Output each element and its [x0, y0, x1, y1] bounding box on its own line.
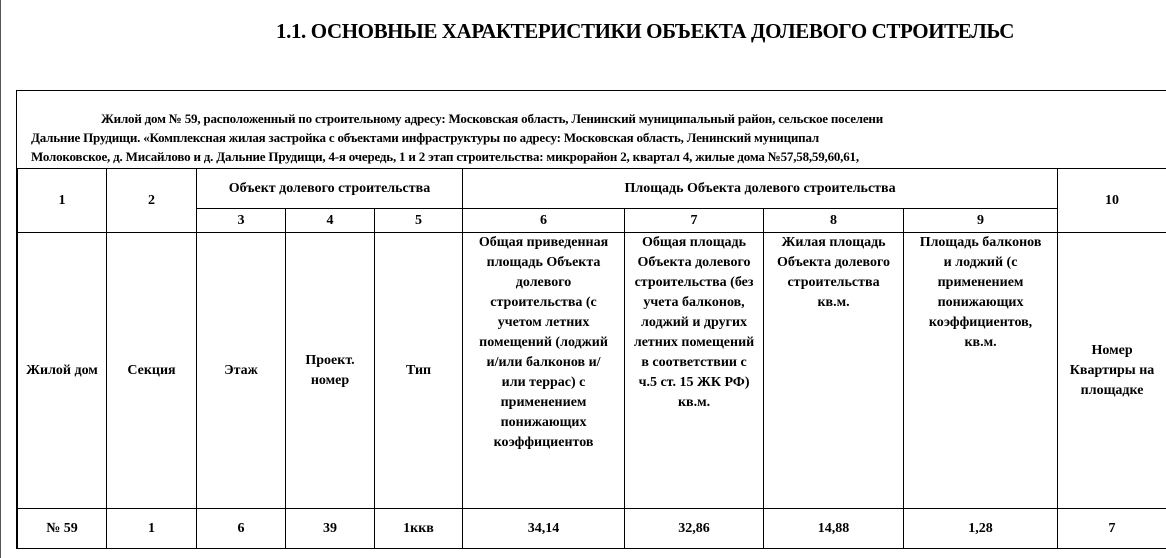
- description-line: Молоковское, д. Мисайлово и д. Дальние Прудищи, 4-я очередь, 1 и 2 этап строительства: микрорайон 2, квартал 4, жилые дома №57,58,59,60,61,: [31, 149, 859, 164]
- table-frame: [16, 90, 1166, 549]
- header-project-number: Проект. номер: [286, 233, 375, 509]
- cell-total-reduced-area: 34,14: [463, 509, 625, 549]
- page-edge: [0, 0, 1, 558]
- col-number: 4: [286, 209, 375, 233]
- header-building: Жилой дом: [18, 233, 107, 509]
- cell-building: № 59: [18, 509, 107, 549]
- header-floor: Этаж: [197, 233, 286, 509]
- group-header-area: Площадь Объекта долевого строительства: [463, 169, 1058, 209]
- object-description: [17, 91, 1166, 168]
- cell-type: 1ккв: [375, 509, 463, 549]
- col-number: 7: [625, 209, 764, 233]
- header-living-area: Жилая площадь Объекта долевого строительства кв.м.: [764, 233, 904, 509]
- header-type: Тип: [375, 233, 463, 509]
- cell-project-number: 39: [286, 509, 375, 549]
- col-number: 2: [107, 169, 197, 233]
- group-header-object: Объект долевого строительства: [197, 169, 463, 209]
- col-number: 5: [375, 209, 463, 233]
- header-balcony-area: Площадь балконов и лоджий (с применением понижающих коэффициентов, кв.м.: [904, 233, 1058, 509]
- col-number: 8: [764, 209, 904, 233]
- header-total-area: Общая площадь Объекта долевого строительства (без учета балконов, лоджий и других летних помещений в соответствии с ч.5 ст. 15 ЖК РФ) кв.м.: [625, 233, 764, 509]
- description-line: Жилой дом № 59, расположенный по строительному адресу: Московская область, Ленинский муниципальный район, сельское поселени: [101, 111, 884, 126]
- cell-apartment-number: 7: [1058, 509, 1166, 549]
- section-title: 1.1. ОСНОВНЫЕ ХАРАКТЕРИСТИКИ ОБЪЕКТА ДОЛЕВОГО СТРОИТЕЛЬС: [276, 19, 1015, 43]
- characteristics-table: [17, 168, 1166, 549]
- description-line: Дальние Прудищи. «Комплексная жилая застройка с объектами инфраструктуры по адресу: Московская область, Ленинский муниципал: [31, 130, 819, 145]
- header-total-reduced-area: Общая приведенная площадь Объекта долевого строительства (с учетом летних помещений (лоджий и/или балконов и/или террас) с применением понижающих коэффициентов: [463, 233, 625, 509]
- col-number: 3: [197, 209, 286, 233]
- col-number: 10: [1058, 169, 1166, 233]
- header-section: Секция: [107, 233, 197, 509]
- cell-floor: 6: [197, 509, 286, 549]
- cell-living-area: 14,88: [764, 509, 904, 549]
- cell-total-area: 32,86: [625, 509, 764, 549]
- col-number: 6: [463, 209, 625, 233]
- cell-section: 1: [107, 509, 197, 549]
- col-number: 9: [904, 209, 1058, 233]
- cell-balcony-area: 1,28: [904, 509, 1058, 549]
- header-apartment-number: Номер Квартиры на площадке: [1058, 233, 1166, 509]
- col-number: 1: [18, 169, 107, 233]
